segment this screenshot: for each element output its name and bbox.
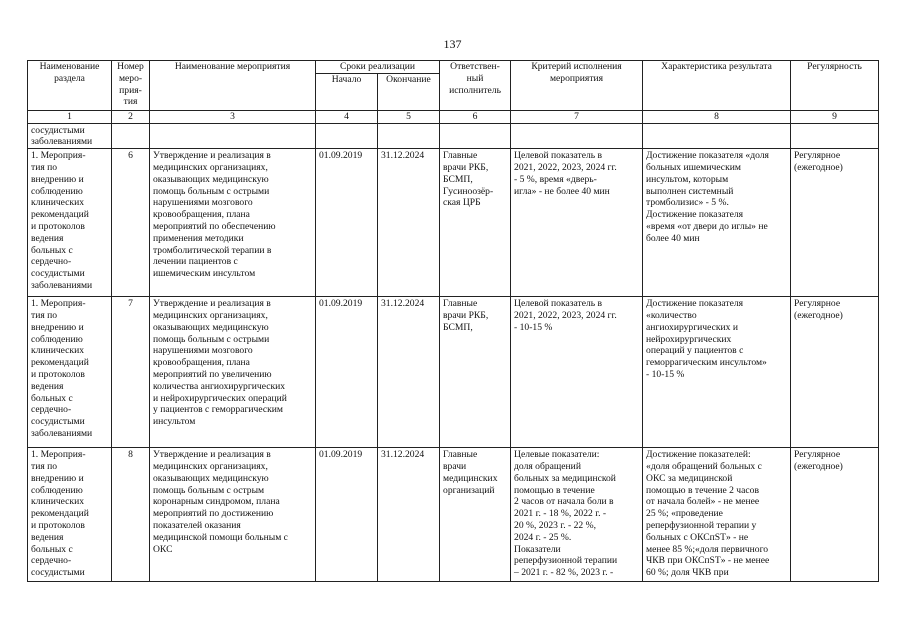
column-number: 6 — [440, 110, 511, 123]
header-event: Наименование мероприятия — [150, 61, 316, 111]
header-criterion: Критерий исполнения мероприятия — [511, 61, 643, 111]
number-cell: 8 — [112, 448, 150, 582]
table-row — [28, 448, 879, 582]
column-number: 5 — [378, 110, 440, 123]
column-number: 8 — [643, 110, 791, 123]
empty-cell — [150, 123, 316, 149]
event-cell: Утверждение и реализация в медицинских организациях, оказывающих медицинскую помощь больным с острыми нарушениями мозгового кровообращения, плана мероприятий по увеличению количества ангиохирургических и нейрохирургических операций у пациентов с геморрагическим инсультом — [150, 297, 316, 448]
column-number: 2 — [112, 110, 150, 123]
empty-cell — [378, 123, 440, 149]
regularity-cell: Регулярное (ежегодное) — [791, 149, 879, 297]
number-cell: 6 — [112, 149, 150, 297]
empty-cell — [316, 123, 378, 149]
empty-cell — [643, 123, 791, 149]
empty-cell — [791, 123, 879, 149]
start-date-cell: 01.09.2019 — [316, 297, 378, 448]
regularity-cell: Регулярное (ежегодное) — [791, 448, 879, 582]
empty-cell — [511, 123, 643, 149]
table-row — [28, 149, 879, 297]
responsible-cell: Главные врачи медицинских организаций — [440, 448, 511, 582]
column-number: 1 — [28, 110, 112, 123]
section-cell: 1. Мероприя- тия по внедрению и соблюдению клинических рекомендаций и протоколов ведения больных с сердечно- сосудистыми заболеваниями — [28, 297, 112, 448]
section-cell: 1. Мероприя- тия по внедрению и соблюдению клинических рекомендаций и протоколов ведения больных с сердечно- сосудистыми заболеваниями — [28, 149, 112, 297]
responsible-cell: Главные врачи РКБ, БСМП, — [440, 297, 511, 448]
header-section: Наименование раздела — [28, 61, 112, 111]
page-number: 137 — [443, 37, 462, 51]
header-regularity: Регулярность — [791, 61, 879, 111]
column-number: 9 — [791, 110, 879, 123]
event-cell: Утверждение и реализация в медицинских организациях, оказывающих медицинскую помощь больным с острыми нарушениями мозгового кровообращения, плана мероприятий по обеспечению применения методики тромболитической терапии в лечении пациентов с ишемическим инсультом — [150, 149, 316, 297]
criterion-cell: Целевой показатель в 2021, 2022, 2023, 2024 гг. - 10-15 % — [511, 297, 643, 448]
event-cell: Утверждение и реализация в медицинских организациях, оказывающих медицинскую помощь больным с острым коронарным синдромом, плана мероприятий по достижению показателей оказания медицинской помощи больным с ОКС — [150, 448, 316, 582]
header-result: Характеристика результата — [643, 61, 791, 111]
criterion-cell: Целевой показатель в 2021, 2022, 2023, 2024 гг. - 5 %, время «дверь- игла» - не более 40 мин — [511, 149, 643, 297]
header-responsible: Ответствен- ный исполнитель — [440, 61, 511, 111]
empty-cell — [440, 123, 511, 149]
result-cell: Достижение показателя «количество ангиохирургических и нейрохирургических операций у пациентов с геморрагическим инсультом» - 10-15 % — [643, 297, 791, 448]
table-row — [28, 297, 879, 448]
start-date-cell: 01.09.2019 — [316, 149, 378, 297]
header-terms: Сроки реализации — [316, 61, 440, 74]
column-number: 4 — [316, 110, 378, 123]
regularity-cell: Регулярное (ежегодное) — [791, 297, 879, 448]
header-end: Окончание — [378, 73, 440, 110]
empty-cell — [112, 123, 150, 149]
continuation-section-cell: сосудистыми заболеваниями — [28, 123, 112, 149]
responsible-cell: Главные врачи РКБ, БСМП, Гусиноозёр- ская ЦРБ — [440, 149, 511, 297]
start-date-cell: 01.09.2019 — [316, 448, 378, 582]
end-date-cell: 31.12.2024 — [378, 149, 440, 297]
column-number: 3 — [150, 110, 316, 123]
section-cell: 1. Мероприя- тия по внедрению и соблюдению клинических рекомендаций и протоколов ведения больных с сердечно- сосудистыми — [28, 448, 112, 582]
continuation-row — [28, 123, 879, 149]
number-cell: 7 — [112, 297, 150, 448]
result-cell: Достижение показателя «доля больных ишемическим инсультом, которым выполнен системный тромболизис» - 5 %. Достижение показателя «время «от двери до иглы» не более 40 мин — [643, 149, 791, 297]
result-cell: Достижение показателей: «доля обращений больных с ОКС за медицинской помощью в течение 2 часов от начала болей» - не менее 25 %; «проведение реперфузионной терапии у больных с ОКСпST» - не менее 85 %;«доля первичного ЧКВ при ОКСпST» - не менее 60 %; доля ЧКВ при — [643, 448, 791, 582]
column-number: 7 — [511, 110, 643, 123]
header-start: Начало — [316, 73, 378, 110]
header-number: Номер меро- прия- тия — [112, 61, 150, 111]
criterion-cell: Целевые показатели: доля обращений больных за медицинской помощью в течение 2 часов от начала боли в 2021 г. - 18 %, 2022 г. - 20 %, 2023 г. - 22 %, 2024 г. - 25 %. Показатели реперфузионной терапии – 2021 г. - 82 %, 2023 г. - — [511, 448, 643, 582]
end-date-cell: 31.12.2024 — [378, 448, 440, 582]
measures-table — [27, 60, 879, 582]
column-number-row — [28, 110, 879, 123]
end-date-cell: 31.12.2024 — [378, 297, 440, 448]
